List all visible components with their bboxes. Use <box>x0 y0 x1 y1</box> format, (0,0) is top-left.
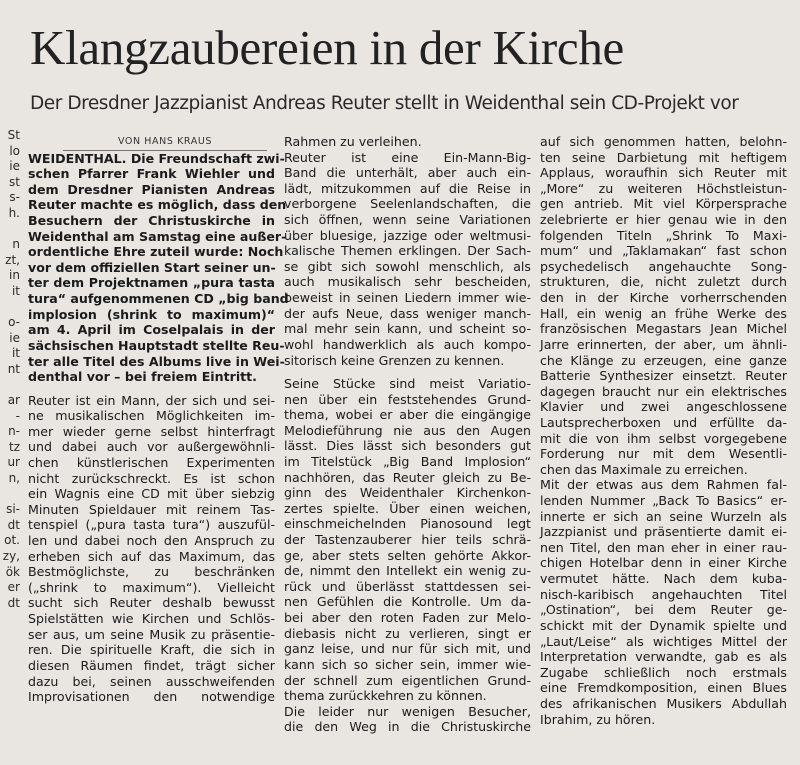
text-line: Batterie Synthesizer einsetzt. Reuter <box>540 368 787 384</box>
text-line: nicht zurückschreckt. Es ist schon <box>28 470 275 486</box>
text-line: rück und überlässt stattdessen sei- <box>284 578 531 594</box>
text-line: französischen Megastars Jean Michel <box>540 321 787 337</box>
text-line: kalische Themen erklingen. Der Sach- <box>284 243 531 259</box>
text-line: auch musikalisch sehr bescheiden, <box>284 274 531 290</box>
fragment-line: h. <box>8 205 20 220</box>
fragment-line: it <box>11 283 20 298</box>
fragment-line: ie <box>9 330 20 345</box>
text-line: mum“ und „Taklamakan“ fast schon <box>540 243 787 259</box>
fragment-line: ot. <box>4 533 20 548</box>
fragment-line <box>0 487 20 503</box>
text-line: Applaus, woraufhin sich Reuter mit <box>540 165 787 181</box>
text-line: Mit der etwas aus dem Rahmen fal- <box>540 477 787 493</box>
text-line: ter alle Titel des Albums live in Wei- <box>28 353 285 369</box>
text-line: sucht sich Reuter deshalb bewusst <box>28 595 275 611</box>
text-line: „Ostination“, bei dem Reuter ge- <box>540 602 787 618</box>
text-line: Weidenthal am Samstag eine außer- <box>28 228 287 244</box>
text-line: ten seine Darbietung mit heftigem <box>540 149 787 165</box>
text-line: den in der Kirche vorherrschenden <box>540 290 787 306</box>
text-line: „More“ zu weiteren Höchstleistun- <box>540 180 787 196</box>
text-line: die den Weg in die Christuskirche <box>284 719 531 735</box>
fragment-line: St <box>7 128 20 142</box>
text-line: Forderung nur mit dem Wesentli- <box>540 446 787 462</box>
text-line: vermutet hätte. Nach dem kuba- <box>540 571 787 587</box>
text-line: thema zurückkehren zu können. <box>284 688 487 704</box>
article-column-1 <box>28 134 289 705</box>
text-line: Spielstätten wie Kirchen und Schlös- <box>28 611 275 627</box>
text-line: nachhören, das Reuter gleich zu Be- <box>284 469 531 485</box>
text-line: des afrikanischen Musikers Abdullah <box>540 695 787 711</box>
paragraph-gap <box>284 368 531 376</box>
fragment-line: er <box>7 580 20 595</box>
text-line: nen über ein feststehendes Grund- <box>284 391 531 407</box>
text-line: ginn des Weidenthaler Kirchenkon- <box>284 485 531 501</box>
text-line: tenspiel („pura tasta tura“) auszufül- <box>28 517 275 533</box>
text-line: bei aber den roten Faden zur Melo- <box>284 610 531 626</box>
text-line: Hall, ein wenig an frühe Werke des <box>540 305 787 321</box>
text-line: ge, aber stets selten gehörte Akkor- <box>284 547 531 563</box>
fragment-line: ar <box>7 393 20 408</box>
text-line: auf sich genommen hatten, belohn- <box>540 134 787 149</box>
text-line: Reuter ist eine Ein-Mann-Big- <box>284 149 531 165</box>
article-subheadline: Der Dresdner Jazzpianist Andreas Reuter stellt in Weidenthal sein CD-Projekt vor <box>30 93 739 114</box>
article-headline: Klangzaubereien in der Kirche <box>30 20 624 75</box>
fragment-line: tz <box>8 439 20 454</box>
text-line: nen Gefühlen die Kontrolle. Um da- <box>284 594 531 610</box>
text-line: lässt. Dies lässt sich besonders gut <box>284 438 531 454</box>
text-line: dagegen braucht nur ein elektrisches <box>540 383 787 399</box>
text-line: nisch-karibisch angehauchten Titel <box>540 586 787 602</box>
text-line: über bluesige, jazzige oder weltmusi- <box>284 227 531 243</box>
text-line: schickt mit der Dynamik spielte und <box>540 617 787 633</box>
fragment-line: in <box>9 268 20 283</box>
text-line: mer wieder gerne selbst hinterfragt <box>28 423 275 439</box>
fragment-line: ök <box>5 564 20 579</box>
text-line: che Klänge zu erzeugen, eine ganze <box>540 352 787 368</box>
fragment-line: s- <box>9 190 20 205</box>
text-line: tura“ aufgenommenen CD „big band <box>28 291 289 307</box>
text-line: Seine Stücke sind meist Variatio- <box>284 375 531 391</box>
fragment-line: ur <box>7 455 20 470</box>
text-line: ne musikalischen Möglichkeiten im- <box>28 408 275 424</box>
text-line: implosion (shrink to maximum)“ <box>28 306 275 322</box>
text-line: diesen Räumen findet, trägt sicher <box>28 657 275 673</box>
text-line: sich öffnen, wenn seine Variationen <box>284 212 531 228</box>
text-line: Reuter machte es möglich, dass den <box>28 197 287 213</box>
text-line: verborgene Seelenlandschaften, die <box>284 196 531 212</box>
text-line: len und dabei noch den Anspruch zu <box>28 533 275 549</box>
text-line: Ibrahim, zu hören. <box>540 711 656 727</box>
fragment-line: zt, <box>5 252 20 267</box>
text-line: dazu bei, seinen ausschweifenden <box>28 673 275 689</box>
text-line: der schnell zum eigentlichen Grund- <box>284 672 531 688</box>
text-line: Melodieführung nie aus den Augen <box>284 422 531 438</box>
article-column-3 <box>540 134 787 727</box>
text-line: mal mehr sein kann, und scheint so- <box>284 321 531 337</box>
text-line: lenden Nummer „Back To Basics“ er- <box>540 493 787 509</box>
text-line: zertes spielte. Über einen weichen, <box>284 500 531 516</box>
text-line: Klavier und zwei angeschlossene <box>540 399 787 415</box>
text-line: sitorisch keine Grenzen zu kennen. <box>284 352 505 368</box>
text-line: Minuten Spieldauer mit reinem Tas- <box>28 501 275 517</box>
text-line: und dabei auch vor außergewöhnli- <box>28 439 275 455</box>
text-line: Zugabe schließlich noch erstmals <box>540 664 787 680</box>
adjacent-article-fragment <box>0 128 20 765</box>
text-line: lädt, mitzukommen auf die Reise in <box>284 180 531 196</box>
text-line: der aufs Neue, dass weniger manch- <box>284 305 531 321</box>
text-line: einschmeichelnden Pianosound legt <box>284 516 531 532</box>
text-line: zelebrierte er hier genau wie in den <box>540 212 787 228</box>
text-line: Besuchern der Christuskirche in <box>28 213 275 229</box>
text-line: Interpretation verwandte, gab es als <box>540 649 787 665</box>
article-column-2 <box>284 134 531 735</box>
fragment-line: n <box>12 237 20 252</box>
text-line: der Tastenzauberer hier teils schrä- <box>284 532 531 548</box>
text-line: chen das Maximale zu erreichen. <box>540 461 748 477</box>
fragment-line: n- <box>8 424 20 439</box>
text-line: ser aus, um seine Musik zu präsentie- <box>28 626 275 642</box>
fragment-line: lo <box>9 143 20 158</box>
fragment-line: dt <box>7 517 20 532</box>
fragment-line <box>0 378 20 394</box>
text-line: Jazzpianist und präsentierte damit ei- <box>540 524 787 540</box>
text-line: se gibt sich sowohl menschlich, als <box>284 258 531 274</box>
fragment-line: dt <box>7 595 20 610</box>
text-line: strukturen, die, nicht zuletzt durch <box>540 274 787 290</box>
text-line: beweist in seinen Liedern immer wie- <box>284 290 531 306</box>
text-line: ren. Die spirituelle Kraft, die sich in <box>28 642 275 658</box>
text-line: WEIDENTHAL. Die Freundschaft zwi- <box>28 150 285 166</box>
text-line: nen Titel, den man eher in einer rau- <box>540 539 787 555</box>
text-line: chigen Hotelbar denn in einer Kirche <box>540 555 787 571</box>
text-line: kann sich so sicher sein, immer wie- <box>284 656 531 672</box>
fragment-line: n, <box>8 471 20 486</box>
text-line: wohl handwerklich als auch kompo- <box>284 336 531 352</box>
text-line: ganz leise, und nur für sich mit, und <box>284 641 531 657</box>
text-line: im Titelstück „Big Band Implosion“ <box>284 453 531 469</box>
text-line: chen künstlerischen Experimenten <box>28 454 275 470</box>
fragment-line: nt <box>7 361 20 376</box>
text-line: Rahmen zu verleihen. <box>284 134 422 149</box>
text-line: („shrink to maximum“). Vielleicht <box>28 579 275 595</box>
text-line: „Laut/Leise“ als wichtiges Mittel der <box>540 633 787 649</box>
text-line: ordentliche Ehre zuteil wurde: Noch <box>28 244 284 260</box>
text-line: am 4. April im Coselpalais in der <box>28 322 275 338</box>
text-line: Lautsprecherboxen und erfüllte da- <box>540 414 787 430</box>
text-line: Reuter ist ein Mann, der sich und sei- <box>28 392 275 408</box>
text-line: innerte er sich an seine Wurzeln als <box>540 508 787 524</box>
text-line: Band die unterhält, aber auch ein- <box>284 165 531 181</box>
text-line: denthal vor – bei freiem Eintritt. <box>28 369 257 385</box>
fragment-line: ie <box>9 159 20 174</box>
fragment-line <box>0 300 20 316</box>
text-line: gen antrieb. Mit viel Körpersprache <box>540 196 787 212</box>
text-line: ter dem Projektnamen „pura tasta <box>28 275 275 291</box>
text-line: folgenden Titeln „Shrink To Maxi- <box>540 227 787 243</box>
text-line: thema, wobei er aber die eingängige <box>284 407 531 423</box>
fragment-line: si- <box>6 502 20 517</box>
fragment-line: zy, <box>2 549 20 564</box>
text-line: psychedelisch angehauchte Song- <box>540 258 787 274</box>
text-line: Jarre erinnerten, der aber, um ähnli- <box>540 336 787 352</box>
text-line: diebasis nicht zu verlieren, singt er <box>284 625 531 641</box>
text-line: schen Pfarrer Frank Wiehler und <box>28 166 275 182</box>
text-line: dem Dresdner Pianisten Andreas <box>28 181 275 197</box>
text-line: vor dem offiziellen Start seiner un- <box>28 259 276 275</box>
paragraph-gap <box>28 385 275 393</box>
text-line: Improvisationen den notwendige <box>28 689 275 705</box>
text-line: ein Wagnis eine CD mit über siebzig <box>28 486 275 502</box>
fragment-line: o- <box>8 315 20 330</box>
fragment-line <box>0 222 20 238</box>
text-line: mit die von ihm selbst vorgegebene <box>540 430 787 446</box>
fragment-line: - <box>15 408 20 423</box>
article-byline: VON HANS KRAUS <box>63 134 267 151</box>
text-line: Die leider nur wenigen Besucher, <box>284 703 531 719</box>
text-line: erheben sich auf das Maximum, das <box>28 548 275 564</box>
text-line: eine Fremdkomposition, einen Blues <box>540 680 787 696</box>
fragment-line: st <box>9 174 20 189</box>
text-line: de, nimmt den Intellekt ein wenig zu- <box>284 563 531 579</box>
text-line: sächsischen Hauptstadt stellte Reu- <box>28 337 285 353</box>
fragment-line: it <box>11 346 20 361</box>
text-line: Bestmöglichste, zu beschränken <box>28 564 275 580</box>
